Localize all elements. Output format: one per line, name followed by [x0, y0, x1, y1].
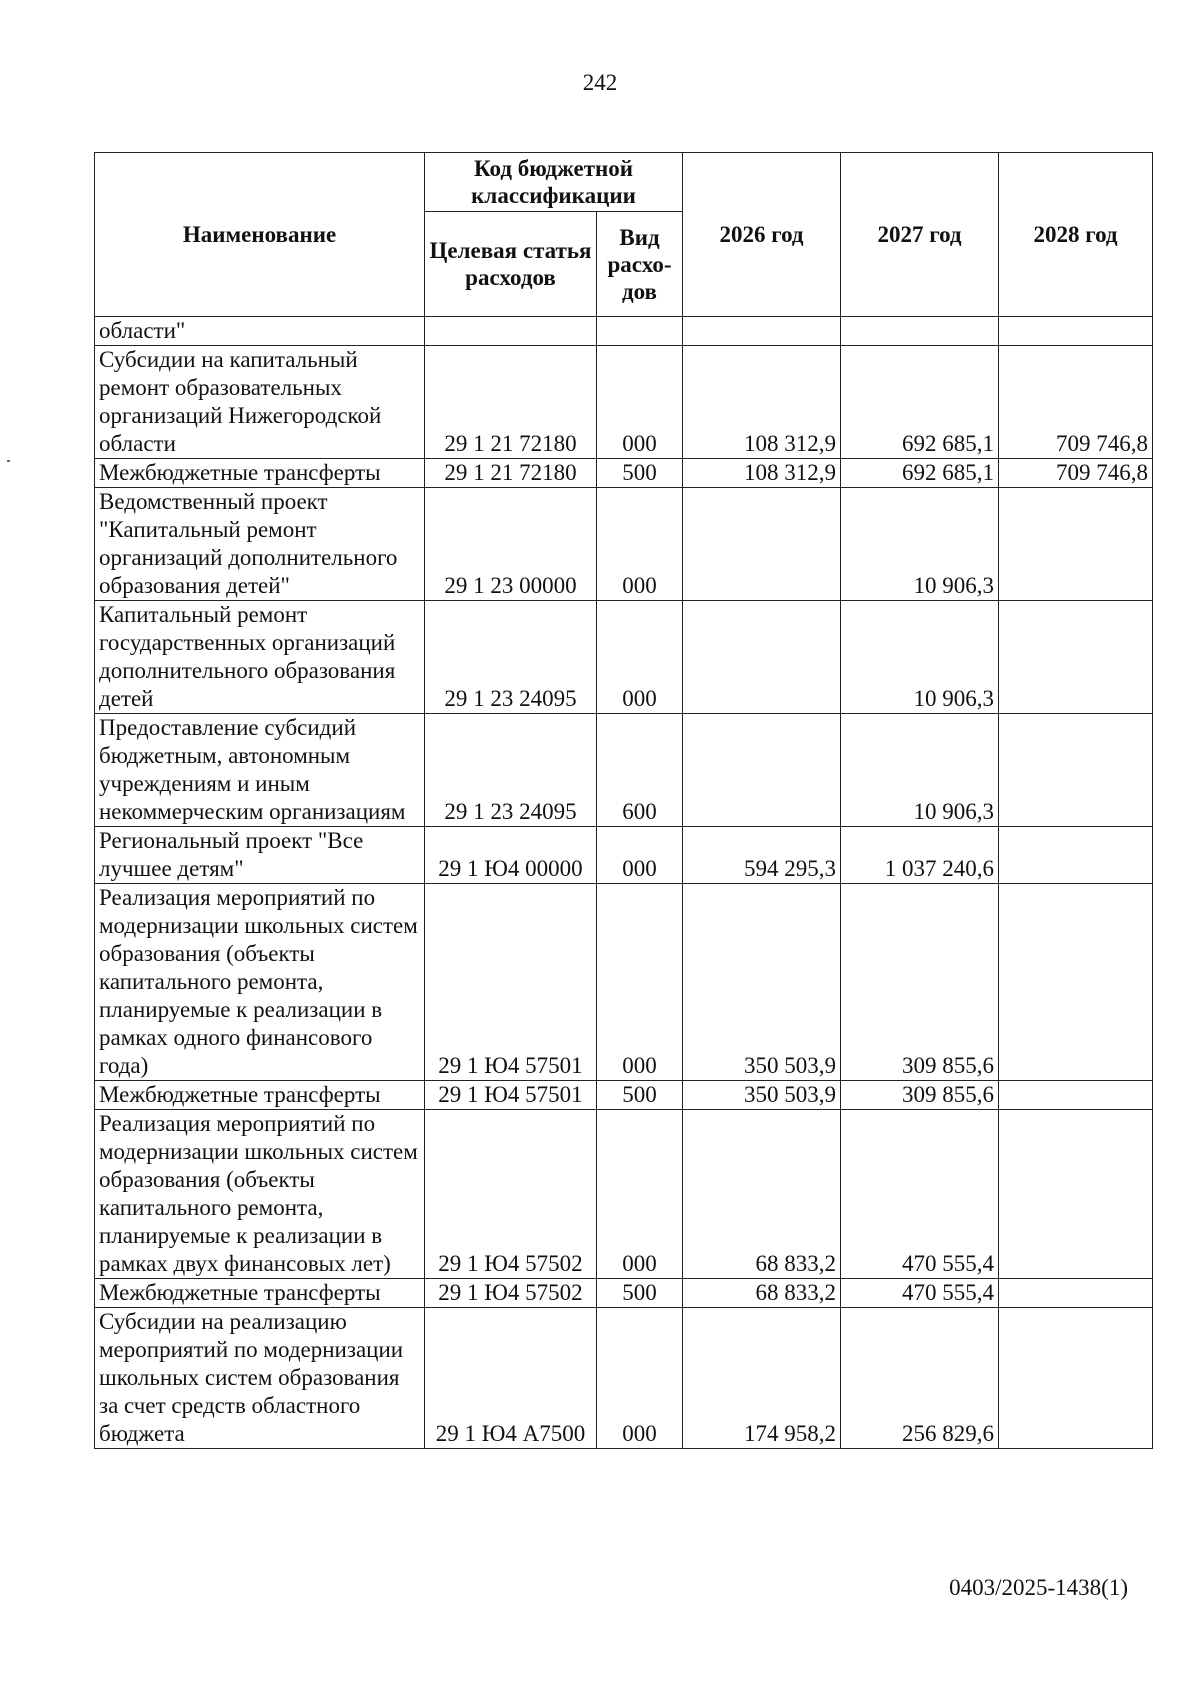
table-header-row	[95, 153, 1153, 212]
row-expense-type: 000	[597, 1308, 683, 1449]
row-2028	[999, 884, 1153, 1081]
row-2026: 594 295,3	[683, 827, 841, 884]
row-2026	[683, 488, 841, 601]
row-2026	[683, 601, 841, 714]
row-2028	[999, 317, 1153, 346]
row-name: Реализация мероприятий по модернизации школьных систем образования (объекты капитального ремонта, планируемые к реализации в рамках одного финансового года)	[95, 884, 425, 1081]
row-target-article: 29 1 Ю4 А7500	[425, 1308, 597, 1449]
document-reference: 0403/2025-1438(1)	[949, 1575, 1128, 1600]
row-2028	[999, 714, 1153, 827]
table-row	[95, 714, 1153, 827]
row-2028: 709 746,8	[999, 459, 1153, 488]
row-2027: 1 037 240,6	[841, 827, 999, 884]
row-target-article: 29 1 23 00000	[425, 488, 597, 601]
row-2027: 470 555,4	[841, 1279, 999, 1308]
row-target-article: 29 1 23 24095	[425, 714, 597, 827]
table-row	[95, 1308, 1153, 1449]
row-2026: 350 503,9	[683, 884, 841, 1081]
row-2027: 692 685,1	[841, 346, 999, 459]
row-expense-type: 000	[597, 346, 683, 459]
row-name: области"	[95, 317, 425, 346]
header-target-article: Целевая статья расходов	[425, 212, 597, 317]
header-code-group: Код бюджетной классификации	[425, 153, 683, 212]
row-2027: 10 906,3	[841, 714, 999, 827]
row-expense-type: 500	[597, 1081, 683, 1110]
row-2026: 350 503,9	[683, 1081, 841, 1110]
row-name: Субсидии на реализацию мероприятий по модернизации школьных систем образования за счет средств областного бюджета	[95, 1308, 425, 1449]
row-target-article: 29 1 Ю4 57502	[425, 1279, 597, 1308]
row-2028	[999, 601, 1153, 714]
row-target-article	[425, 317, 597, 346]
row-target-article: 29 1 Ю4 57502	[425, 1110, 597, 1279]
row-expense-type: 500	[597, 459, 683, 488]
row-expense-type: 000	[597, 827, 683, 884]
row-expense-type: 000	[597, 488, 683, 601]
page-number: 242	[582, 70, 618, 95]
header-name: Наименование	[95, 153, 425, 317]
row-name: Предоставление субсидий бюджетным, автономным учреждениям и иным некоммерческим организациям	[95, 714, 425, 827]
row-2026: 174 958,2	[683, 1308, 841, 1449]
row-2027: 470 555,4	[841, 1110, 999, 1279]
row-expense-type: 000	[597, 1110, 683, 1279]
row-2028	[999, 1308, 1153, 1449]
row-2026	[683, 714, 841, 827]
row-name: Субсидии на капитальный ремонт образовательных организаций Нижегородской области	[95, 346, 425, 459]
table-row	[95, 488, 1153, 601]
row-target-article: 29 1 21 72180	[425, 459, 597, 488]
row-2027: 309 855,6	[841, 884, 999, 1081]
header-2026: 2026 год	[683, 153, 841, 317]
row-target-article: 29 1 Ю4 57501	[425, 884, 597, 1081]
row-2027: 10 906,3	[841, 488, 999, 601]
row-2026: 108 312,9	[683, 459, 841, 488]
table-row	[95, 884, 1153, 1081]
table-row	[95, 1110, 1153, 1279]
row-2027: 309 855,6	[841, 1081, 999, 1110]
row-expense-type: 000	[597, 601, 683, 714]
row-2028	[999, 827, 1153, 884]
row-target-article: 29 1 23 24095	[425, 601, 597, 714]
row-name: Межбюджетные трансферты	[95, 1081, 425, 1110]
row-expense-type: 500	[597, 1279, 683, 1308]
row-name: Капитальный ремонт государственных организаций дополнительного образования детей	[95, 601, 425, 714]
row-2028: 709 746,8	[999, 346, 1153, 459]
row-name: Межбюджетные трансферты	[95, 459, 425, 488]
row-2027	[841, 317, 999, 346]
row-2026	[683, 317, 841, 346]
row-target-article: 29 1 Ю4 00000	[425, 827, 597, 884]
table-row	[95, 827, 1153, 884]
row-2028	[999, 1081, 1153, 1110]
row-name: Региональный проект "Все лучшее детям"	[95, 827, 425, 884]
budget-table	[94, 152, 1153, 1449]
row-2027: 10 906,3	[841, 601, 999, 714]
row-2028	[999, 488, 1153, 601]
row-2028	[999, 1110, 1153, 1279]
row-expense-type: 600	[597, 714, 683, 827]
table-row	[95, 1081, 1153, 1110]
table-row	[95, 459, 1153, 488]
table-row	[95, 1279, 1153, 1308]
header-expense-type: Вид расхо-дов	[597, 212, 683, 317]
table-row	[95, 346, 1153, 459]
row-2026: 68 833,2	[683, 1279, 841, 1308]
row-2028	[999, 1279, 1153, 1308]
row-target-article: 29 1 21 72180	[425, 346, 597, 459]
table-row	[95, 317, 1153, 346]
row-expense-type: 000	[597, 884, 683, 1081]
row-target-article: 29 1 Ю4 57501	[425, 1081, 597, 1110]
row-2026: 68 833,2	[683, 1110, 841, 1279]
row-expense-type	[597, 317, 683, 346]
table-row	[95, 601, 1153, 714]
row-name: Ведомственный проект "Капитальный ремонт организаций дополнительного образования детей"	[95, 488, 425, 601]
row-name: Реализация мероприятий по модернизации школьных систем образования (объекты капитального ремонта, планируемые к реализации в рамках двух финансовых лет)	[95, 1110, 425, 1279]
header-2028: 2028 год	[999, 153, 1153, 317]
row-2027: 692 685,1	[841, 459, 999, 488]
row-2026: 108 312,9	[683, 346, 841, 459]
row-name: Межбюджетные трансферты	[95, 1279, 425, 1308]
row-2027: 256 829,6	[841, 1308, 999, 1449]
header-2027: 2027 год	[841, 153, 999, 317]
scan-speck	[7, 460, 10, 462]
